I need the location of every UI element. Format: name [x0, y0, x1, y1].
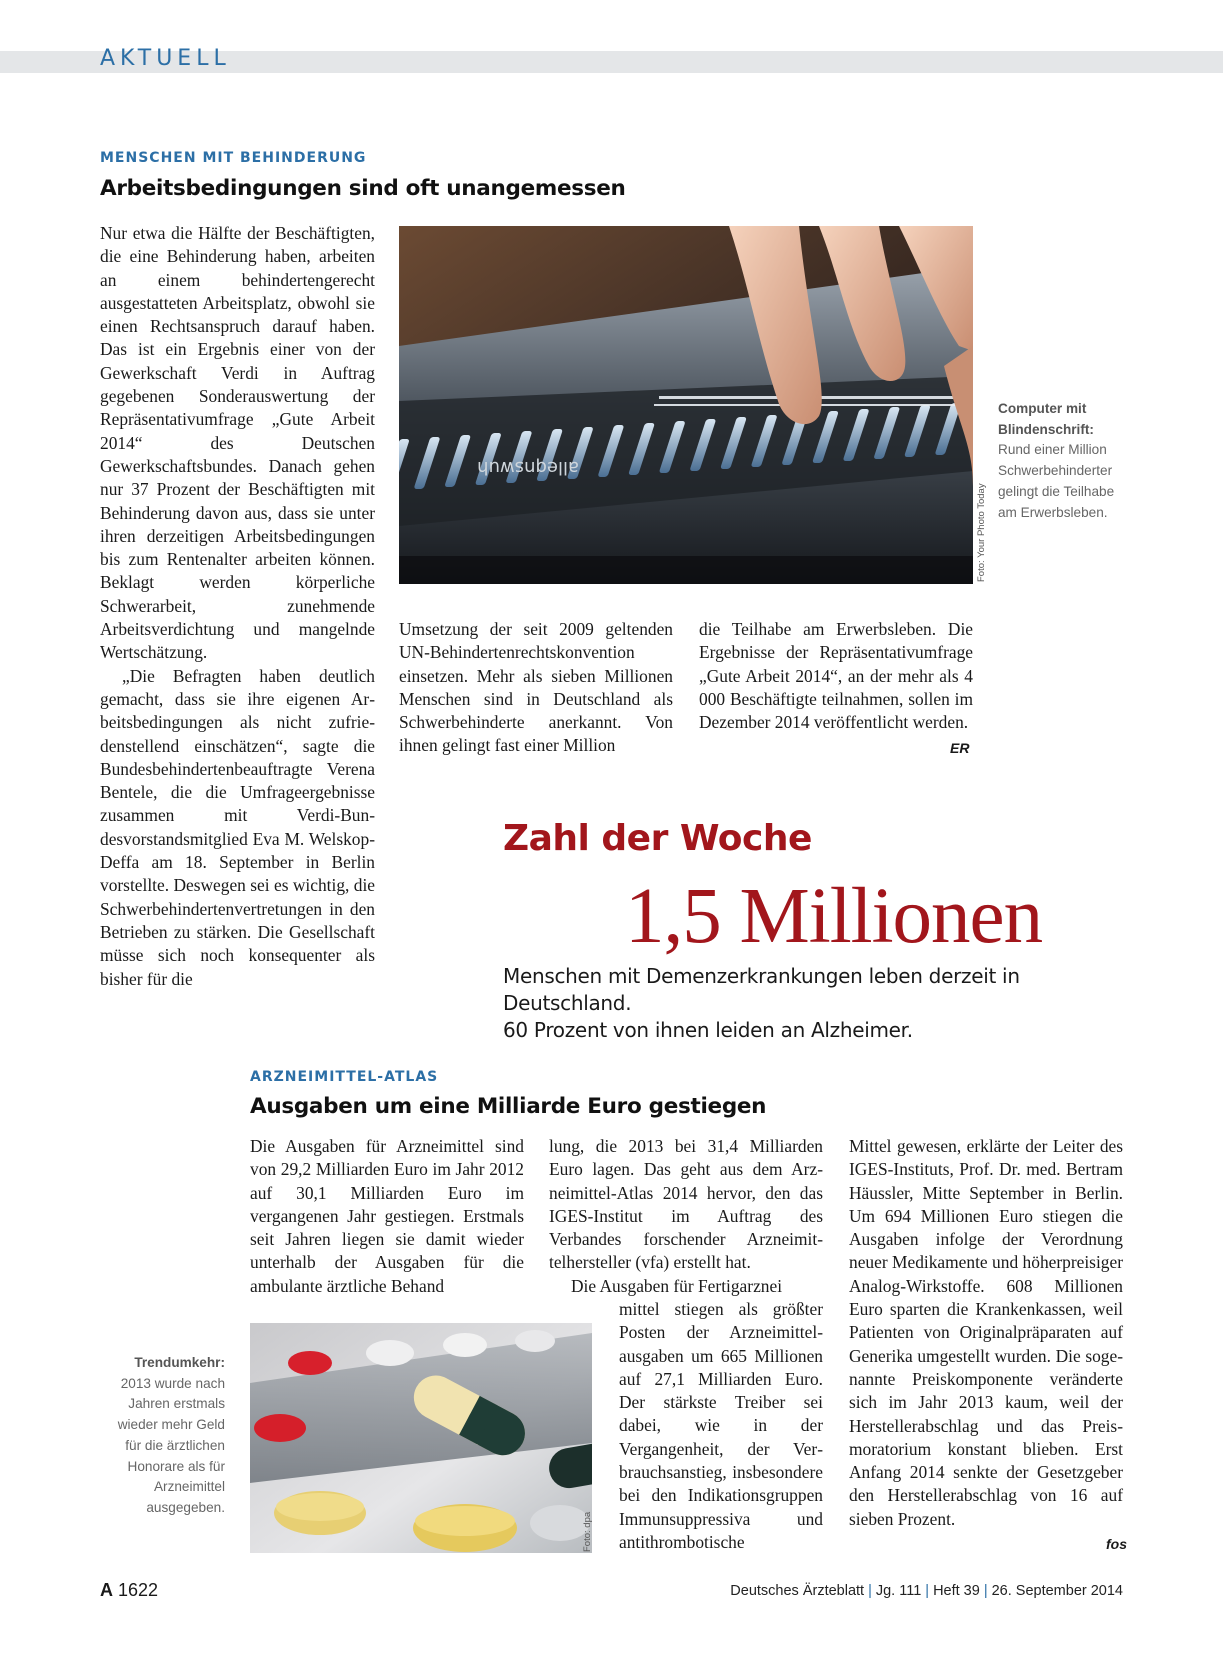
pills-illustration: [250, 1323, 592, 1553]
article2-headline: Ausgaben um eine Milliarde Euro gestiegen: [250, 1094, 767, 1119]
article2-column-1: [250, 1135, 524, 1298]
article2-photo-credit: Foto: dpa: [582, 1511, 593, 1552]
footer-separator: |: [983, 1583, 988, 1599]
article1-paragraph-1: Nur etwa die Hälfte der Beschäftigten, die eine Behinderung haben, arbeiten an einem behindertengerecht ausgestatteten Arbeitsplatz, obwohl sie einen Rechtsanspruch darauf haben. Das ist ein Ergebnis einer von der Gewerkschaft Verdi in Auftrag gegebenen Sonderauswertung der Repräsentativumfrage „Gute Arbeit 2014“ des Deutschen Gewerkschaftsbundes. Danach gehen nur 37 Prozent der Beschäftigten mit Behinderung davon aus, dass sie unter ihren derzeitigen Arbeitsbedingungen bis zum Rentenalter arbeiten können. Beklagt werden körperliche Schwerarbeit, zunehmende Arbeitsverdichtung und mangelnde Wertschätzung.: [100, 223, 375, 663]
journal-volume: Jg. 111: [875, 1583, 922, 1599]
section-label: AKTUELL: [100, 46, 231, 71]
article2-column-3-text: Mittel gewesen, erklärte der Leiter des IGES-Instituts, Prof. Dr. med. Bertram Häussler, Mitte September in Berlin. Um 694 Millionen Euro stiegen die Ausgaben infolge der Verordnung neuer Medikamente und höherpreisiger Analog-Wirkstoffe. 608 Millionen Euro sparten die Krankenkassen, weil Patienten von Originalpräparaten auf Generika umgestellt wurden. Die sogenannte Preiskomponente veränderte sich im Jahr 2013 kaum, weil der Herstellerabschlag und das Preismoratorium konstant blieben. Erst Anfang 2014 senkte der Gesetzgeber den Herstellerabschlag von 16 auf sieben Prozent.: [849, 1136, 1123, 1529]
number-of-week-line-1: Menschen mit Demenzerkrankungen leben derzeit in Deutschland.: [503, 964, 1020, 1015]
article2-column-2-paragraph-2-rest: mittel stiegen als größter Posten der Arzneimittelausgaben um 665 Millionen auf 27,1 Milliarden Euro. Der stärkste Treiber sei dabei, wie in der Vergangenheit, der Verbrauchsanstieg, insbesondere bei den Indikationsgruppen Immunsuppressiva und antithrombotische: [619, 1299, 823, 1552]
article1-column-2: [399, 618, 673, 758]
number-of-week-description: [503, 963, 1143, 1044]
journal-date: 26. September 2014: [991, 1583, 1123, 1599]
article1-column-1: [100, 222, 375, 991]
page-number: [100, 1580, 158, 1601]
footer-journal-info: [730, 1583, 1123, 1599]
article1-photo-credit: Foto: Your Photo Today: [976, 483, 987, 582]
article1-column-3-text: die Teilhabe am Erwerbsleben. Die Ergebnisse der Repräsentativumfrage „Gute Arbeit 2014“, an der mehr als 4 000 Beschäftigte teilnahmen, sollen im Dezember 2014 veröffentlicht werden.: [699, 619, 973, 733]
article2-column-2-paragraph-1: lung, die 2013 bei 31,4 Milliarden Euro lagen. Das geht aus dem Arzneimittel-Atlas 2014 hervor, den das IGES-Institut im Auftrag des Verbandes forschender Arzneimittelhersteller (vfa) erstellt hat.: [549, 1136, 823, 1273]
article1-headline: Arbeitsbedingungen sind oft unangemessen: [100, 176, 626, 201]
page-number-value: 1622: [118, 1580, 159, 1600]
footer-separator: |: [925, 1583, 930, 1599]
article1-column-3: [699, 618, 973, 734]
article2-column-3: [849, 1135, 1123, 1531]
article2-column-2-wrap: [619, 1298, 823, 1554]
journal-issue: Heft 39: [933, 1583, 980, 1599]
braille-display-photo: [399, 226, 973, 584]
article1-signature: ER: [950, 740, 970, 756]
journal-name: Deutsches Ärzteblatt: [730, 1583, 865, 1599]
pills-photo: [250, 1323, 592, 1553]
article1-paragraph-2: „Die Befragten haben deutlich gemacht, dass sie ihre eigenen Arbeitsbedingungen als nicht zufriedenstellend einschätzen“, sagte die Bundesbehindertenbeauftragte Verena Bentele, die die Umfrageergebnisse zusammen mit Verdi-Bundesvorstandsmitglied Eva M. Welskop-Deffa am 18. September in Berlin vorstellte. Deswegen sei es wichtig, die Schwerbehindertenvertretungen in den Betrieben zu stärken. Die Gesellschaft müsse sich noch konsequenter als bisher für die: [100, 665, 375, 989]
article2-caption-text: 2013 wurde nach Jahren erstmals wieder mehr Geld für die ärztlichen Honorare als für Arzneimittel ausgegeben.: [117, 1375, 225, 1515]
page-prefix: A: [100, 1580, 113, 1600]
article1-kicker: MENSCHEN MIT BEHINDERUNG: [100, 150, 367, 166]
article2-column-1-text: Die Ausgaben für Arzneimittel sind von 29,2 Milliarden Euro im Jahr 2012 auf 30,1 Milliarden Euro im vergangenen Jahr gestiegen. Erstmals seit Jahren liegen sie damit wieder unterhalb der Ausgaben für die ambulante ärztliche Behand: [250, 1136, 524, 1296]
article2-column-2: [549, 1135, 823, 1298]
caption-text: Rund einer Million Schwerbehinderter gelingt die Teilhabe am Erwerbsleben.: [998, 442, 1115, 520]
number-of-week-value: 1,5 Millionen: [625, 873, 1043, 960]
caption-bold-line-2: Blindenschrift:: [998, 421, 1094, 437]
article2-kicker: ARZNEIMITTEL-ATLAS: [250, 1069, 439, 1085]
article2-signature: fos: [1106, 1536, 1127, 1552]
article2-column-2-paragraph-2-lead: Die Ausgaben für Fertigarznei: [571, 1275, 783, 1296]
number-of-week-line-2: 60 Prozent von ihnen leiden an Alzheimer.: [503, 1018, 913, 1042]
article2-caption-bold: Trendumkehr:: [134, 1355, 225, 1370]
device-brand-label: alleqnswuh: [477, 457, 579, 478]
article1-column-2-text: Umsetzung der seit 2009 geltenden UN-Behindertenrechtskonvention einsetzen. Mehr als sieben Millionen Menschen sind in Deutschland als Schwerbehinderte anerkannt. Von ihnen gelingt fast einer Million: [399, 619, 673, 756]
number-of-week-title: Zahl der Woche: [503, 818, 812, 859]
caption-bold-line-1: Computer mit: [998, 401, 1087, 416]
article1-photo-caption: [998, 399, 1133, 523]
article2-photo-caption: [100, 1353, 225, 1519]
braille-display-illustration: [399, 226, 973, 584]
footer-separator: |: [868, 1583, 872, 1599]
